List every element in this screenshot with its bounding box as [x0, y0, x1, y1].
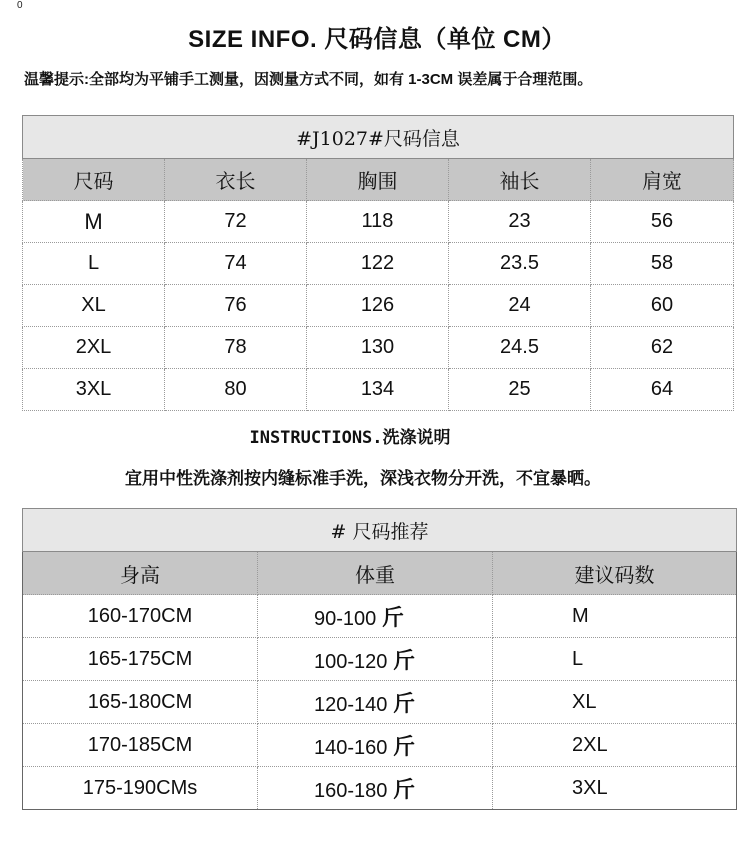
weight-unit: 斤 — [392, 647, 415, 673]
chest-cell: 118 — [307, 201, 449, 243]
header-length: 衣长 — [165, 159, 307, 201]
shoulder-cell: 64 — [591, 369, 734, 411]
size-cell: 2XL — [23, 327, 165, 369]
size-cell: M — [23, 201, 165, 243]
length-cell: 76 — [165, 285, 307, 327]
size-cell: 3XL — [23, 369, 165, 411]
length-cell: 78 — [165, 327, 307, 369]
weight-value: 140-160 — [314, 736, 388, 759]
table-row — [23, 681, 737, 724]
weight-cell — [258, 724, 493, 767]
size-cell: L — [23, 243, 165, 285]
height-cell: 165-175CM — [23, 638, 258, 681]
table-row — [23, 243, 734, 285]
header-shoulder: 肩宽 — [591, 159, 734, 201]
table-row — [23, 327, 734, 369]
header-chest: 胸围 — [307, 159, 449, 201]
sleeve-cell: 24 — [449, 285, 591, 327]
chest-cell: 130 — [307, 327, 449, 369]
header-height: 身高 — [23, 552, 258, 595]
sleeve-cell: 23.5 — [449, 243, 591, 285]
table-row — [23, 595, 737, 638]
suggested-size-cell: 3XL — [493, 767, 737, 810]
suggested-size-cell: M — [493, 595, 737, 638]
sleeve-cell: 24.5 — [449, 327, 591, 369]
header-size: 尺码 — [23, 159, 165, 201]
weight-unit: 斤 — [381, 604, 404, 630]
weight-unit: 斤 — [392, 776, 415, 802]
table-row — [23, 767, 737, 810]
size-table — [22, 115, 734, 411]
weight-cell — [258, 767, 493, 810]
table-row — [23, 285, 734, 327]
header-weight: 体重 — [258, 552, 493, 595]
chest-cell: 122 — [307, 243, 449, 285]
weight-cell — [258, 638, 493, 681]
weight-cell — [258, 595, 493, 638]
height-cell: 175-190CMs — [23, 767, 258, 810]
wash-instructions: 宜用中性洗涤剂按内缝标准手洗，深浅衣物分开洗，不宜暴晒。 — [125, 469, 601, 488]
table-row — [23, 369, 734, 411]
sleeve-cell: 25 — [449, 369, 591, 411]
shoulder-cell: 62 — [591, 327, 734, 369]
sleeve-cell: 23 — [449, 201, 591, 243]
weight-unit: 斤 — [392, 690, 415, 716]
recommend-table-caption: # 尺码推荐 — [23, 509, 737, 552]
height-cell: 160-170CM — [23, 595, 258, 638]
suggested-size-cell: XL — [493, 681, 737, 724]
shoulder-cell: 56 — [591, 201, 734, 243]
corner-label: 0 — [17, 0, 23, 11]
size-cell: XL — [23, 285, 165, 327]
weight-value: 160-180 — [314, 779, 388, 802]
weight-value: 90-100 — [314, 607, 377, 630]
table-row — [23, 724, 737, 767]
suggested-size-cell: L — [493, 638, 737, 681]
size-table-caption: #J1027#尺码信息 — [23, 116, 734, 159]
table-row — [23, 638, 737, 681]
chest-cell: 134 — [307, 369, 449, 411]
header-sleeve: 袖长 — [449, 159, 591, 201]
shoulder-cell: 60 — [591, 285, 734, 327]
size-recommend-table — [22, 508, 737, 810]
weight-value: 100-120 — [314, 650, 388, 673]
header-suggested-size: 建议码数 — [493, 552, 737, 595]
instructions-heading: INSTRUCTIONS.洗涤说明 — [249, 428, 451, 448]
height-cell: 165-180CM — [23, 681, 258, 724]
length-cell: 74 — [165, 243, 307, 285]
chest-cell: 126 — [307, 285, 449, 327]
height-cell: 170-185CM — [23, 724, 258, 767]
page-title: SIZE INFO. 尺码信息（单位 CM） — [188, 26, 566, 53]
shoulder-cell: 58 — [591, 243, 734, 285]
weight-value: 120-140 — [314, 693, 388, 716]
measurement-tip: 温馨提示:全部均为平铺手工测量，因测量方式不同，如有 1-3CM 误差属于合理范围。 — [24, 71, 593, 88]
length-cell: 80 — [165, 369, 307, 411]
weight-unit: 斤 — [392, 733, 415, 759]
table-row — [23, 201, 734, 243]
weight-cell — [258, 681, 493, 724]
length-cell: 72 — [165, 201, 307, 243]
suggested-size-cell: 2XL — [493, 724, 737, 767]
